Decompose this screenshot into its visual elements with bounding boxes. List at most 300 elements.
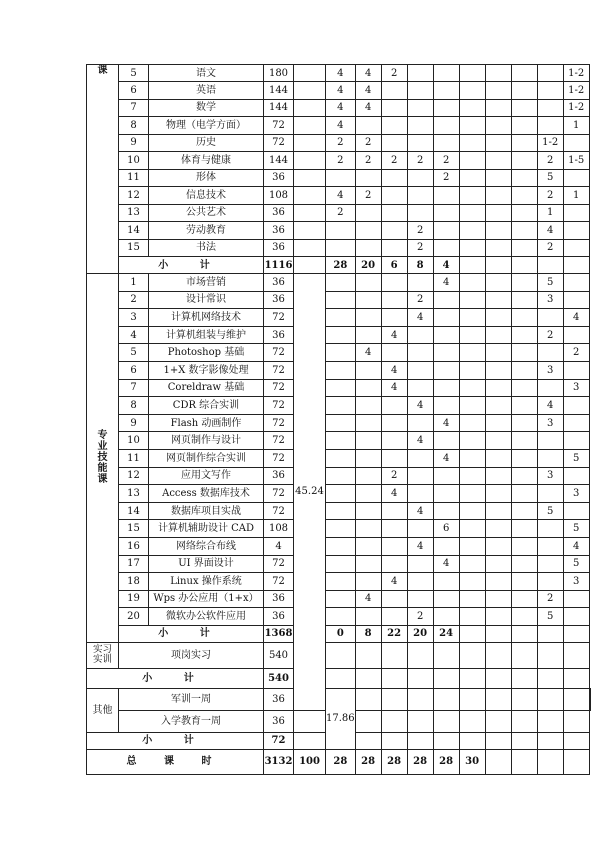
course-number: 8 — [119, 117, 149, 135]
schedule-cell: 4 — [433, 555, 459, 573]
course-name: Coreldraw 基础 — [149, 379, 264, 397]
schedule-cell — [326, 169, 356, 187]
course-number: 12 — [119, 187, 149, 205]
schedule-cell: 2 — [407, 291, 433, 309]
subtotal-value: 28 — [326, 257, 356, 274]
table-row — [87, 625, 591, 642]
course-number: 13 — [119, 204, 149, 222]
week-cell — [563, 608, 589, 626]
schedule-cell: 2 — [355, 187, 381, 205]
course-hours: 72 — [264, 397, 294, 415]
schedule-cell: 4 — [407, 309, 433, 327]
schedule-cell — [459, 222, 485, 240]
course-hours: 36 — [264, 688, 294, 710]
week-cell: 5 — [563, 520, 589, 538]
table-row — [87, 134, 591, 152]
schedule-cell — [381, 432, 407, 450]
course-number: 20 — [119, 608, 149, 626]
term-cell — [537, 379, 563, 397]
table-row — [87, 169, 591, 187]
schedule-cell — [511, 361, 537, 379]
course-number: 12 — [119, 467, 149, 485]
schedule-cell — [381, 537, 407, 555]
schedule-cell: 4 — [326, 117, 356, 135]
schedule-cell — [485, 274, 511, 292]
schedule-cell — [326, 573, 356, 591]
week-cell: 1-2 — [563, 65, 589, 82]
course-hours: 72 — [264, 573, 294, 591]
course-name: 1+X 数字影像处理 — [149, 361, 264, 379]
course-name: Flash 动画制作 — [149, 414, 264, 432]
week-cell: 3 — [563, 485, 589, 503]
subtotal-label: 小 计 — [119, 625, 264, 642]
schedule-cell — [407, 187, 433, 205]
schedule-cell — [355, 239, 381, 257]
schedule-cell — [485, 502, 511, 520]
week-cell: 5 — [563, 449, 589, 467]
schedule-cell — [459, 169, 485, 187]
schedule-cell — [407, 326, 433, 344]
schedule-cell — [381, 82, 407, 100]
schedule-cell — [485, 187, 511, 205]
course-number: 17 — [119, 555, 149, 573]
schedule-cell — [485, 361, 511, 379]
schedule-cell — [511, 169, 537, 187]
schedule-cell — [407, 344, 433, 362]
course-name: 物理（电学方面） — [149, 117, 264, 135]
table-row — [87, 187, 591, 205]
table-row — [87, 99, 591, 117]
subtotal-value: 8 — [407, 257, 433, 274]
schedule-cell — [485, 344, 511, 362]
schedule-cell — [381, 668, 407, 688]
subtotal-value: 8 — [355, 625, 381, 642]
week-cell: 3 — [563, 573, 589, 591]
schedule-cell — [485, 555, 511, 573]
schedule-cell — [511, 65, 537, 82]
schedule-cell: 4 — [381, 485, 407, 503]
schedule-cell — [433, 379, 459, 397]
schedule-cell — [407, 590, 433, 608]
week-cell — [563, 134, 589, 152]
schedule-cell: 4 — [355, 82, 381, 100]
table-row — [87, 449, 591, 467]
week-cell — [563, 257, 589, 274]
schedule-cell — [433, 432, 459, 450]
week-cell — [563, 274, 589, 292]
percent-cell — [294, 239, 326, 257]
schedule-cell — [511, 555, 537, 573]
course-hours: 36 — [264, 274, 294, 292]
schedule-cell — [407, 117, 433, 135]
schedule-cell — [433, 573, 459, 591]
schedule-cell: 4 — [355, 344, 381, 362]
schedule-cell — [407, 274, 433, 292]
course-number: 11 — [119, 449, 149, 467]
course-name: 劳动教育 — [149, 222, 264, 240]
course-name: 军训一周 — [119, 688, 264, 710]
schedule-cell — [355, 520, 381, 538]
percent-cell — [294, 117, 326, 135]
total-value: 28 — [355, 749, 381, 774]
schedule-cell — [381, 642, 407, 668]
course-hours: 540 — [264, 642, 294, 668]
course-number: 5 — [119, 65, 149, 82]
schedule-cell — [381, 414, 407, 432]
schedule-cell — [433, 187, 459, 205]
course-hours: 144 — [264, 99, 294, 117]
course-hours: 36 — [264, 169, 294, 187]
schedule-cell — [459, 555, 485, 573]
schedule-cell — [326, 379, 356, 397]
table-row — [87, 642, 591, 668]
table-row — [87, 239, 591, 257]
table-row — [87, 668, 591, 688]
schedule-cell — [511, 467, 537, 485]
course-name: 微软办公软件应用 — [149, 608, 264, 626]
term-cell — [537, 344, 563, 362]
schedule-cell — [355, 608, 381, 626]
table-row — [87, 414, 591, 432]
schedule-cell: 4 — [355, 590, 381, 608]
schedule-cell — [407, 379, 433, 397]
course-name: CDR 综合实训 — [149, 397, 264, 415]
schedule-cell — [326, 344, 356, 362]
schedule-cell — [407, 732, 433, 749]
schedule-cell — [511, 187, 537, 205]
week-cell — [589, 688, 590, 710]
schedule-cell — [355, 642, 381, 668]
percent-cell — [294, 134, 326, 152]
schedule-cell — [511, 732, 537, 749]
schedule-cell — [511, 204, 537, 222]
schedule-cell — [381, 608, 407, 626]
schedule-cell: 2 — [407, 608, 433, 626]
schedule-cell — [326, 449, 356, 467]
schedule-cell: 2 — [326, 152, 356, 170]
schedule-cell — [407, 361, 433, 379]
schedule-cell — [511, 668, 537, 688]
course-name: Wps 办公应用（1+x） — [149, 590, 264, 608]
schedule-cell — [485, 82, 511, 100]
schedule-cell: 4 — [355, 99, 381, 117]
course-number: 3 — [119, 309, 149, 327]
course-number: 1 — [119, 274, 149, 292]
term-cell: 4 — [537, 222, 563, 240]
schedule-cell — [511, 608, 537, 626]
schedule-cell — [433, 82, 459, 100]
term-cell: 5 — [537, 169, 563, 187]
course-hours: 72 — [264, 485, 294, 503]
schedule-cell — [433, 291, 459, 309]
schedule-cell — [511, 134, 537, 152]
table-row — [87, 608, 591, 626]
schedule-cell — [511, 117, 537, 135]
schedule-cell — [326, 555, 356, 573]
schedule-cell — [355, 309, 381, 327]
schedule-cell — [355, 688, 381, 710]
category-label: 专 业 技 能 课 — [87, 274, 119, 643]
schedule-cell — [407, 555, 433, 573]
total-value — [511, 749, 537, 774]
schedule-cell — [407, 688, 433, 710]
course-name: Access 数据库技术 — [149, 485, 264, 503]
schedule-cell — [433, 344, 459, 362]
schedule-cell — [511, 326, 537, 344]
schedule-cell — [326, 432, 356, 450]
schedule-cell — [326, 414, 356, 432]
week-cell — [563, 432, 589, 450]
schedule-cell — [459, 608, 485, 626]
table-row — [87, 222, 591, 240]
schedule-cell — [485, 710, 511, 732]
course-hours: 72 — [264, 344, 294, 362]
week-cell: 1-2 — [563, 99, 589, 117]
term-cell — [537, 520, 563, 538]
week-cell — [563, 326, 589, 344]
table-row — [87, 65, 591, 82]
schedule-cell — [485, 432, 511, 450]
percent-cell — [294, 204, 326, 222]
course-name: 应用文写作 — [149, 467, 264, 485]
table-row — [87, 688, 591, 710]
term-cell — [537, 668, 563, 688]
category-label: 实习 实训 — [87, 642, 119, 668]
total-percent: 100 — [294, 749, 326, 774]
schedule-cell — [433, 732, 459, 749]
term-cell: 1 — [537, 204, 563, 222]
course-hours: 4 — [264, 537, 294, 555]
schedule-cell: 4 — [433, 449, 459, 467]
schedule-cell: 4 — [381, 379, 407, 397]
percent-cell — [294, 99, 326, 117]
schedule-cell — [485, 668, 511, 688]
schedule-cell — [355, 432, 381, 450]
schedule-cell — [381, 169, 407, 187]
schedule-cell — [407, 520, 433, 538]
course-number: 2 — [119, 291, 149, 309]
course-number: 13 — [119, 485, 149, 503]
schedule-cell — [511, 222, 537, 240]
schedule-cell — [433, 204, 459, 222]
term-cell — [537, 732, 563, 749]
course-number: 7 — [119, 379, 149, 397]
subtotal-value: 4 — [433, 257, 459, 274]
course-number: 9 — [119, 414, 149, 432]
schedule-cell — [355, 732, 381, 749]
term-cell: 3 — [537, 291, 563, 309]
schedule-cell — [407, 485, 433, 503]
week-cell — [563, 668, 589, 688]
schedule-cell: 2 — [326, 134, 356, 152]
course-name: 数据库项目实战 — [149, 502, 264, 520]
week-cell: 4 — [563, 537, 589, 555]
course-hours: 72 — [264, 361, 294, 379]
percent-cell — [294, 257, 326, 274]
course-name: 网页制作综合实训 — [149, 449, 264, 467]
schedule-cell — [381, 502, 407, 520]
schedule-cell — [485, 688, 511, 710]
term-cell — [537, 65, 563, 82]
percent-cell — [294, 152, 326, 170]
schedule-cell — [511, 537, 537, 555]
schedule-cell — [407, 99, 433, 117]
term-cell: 2 — [537, 326, 563, 344]
table-row — [87, 309, 591, 327]
schedule-cell — [381, 344, 407, 362]
schedule-cell — [433, 309, 459, 327]
schedule-cell — [485, 291, 511, 309]
total-value — [485, 749, 511, 774]
schedule-cell — [381, 309, 407, 327]
schedule-cell: 2 — [381, 65, 407, 82]
course-schedule-table — [86, 64, 591, 775]
schedule-cell — [433, 99, 459, 117]
schedule-cell — [355, 326, 381, 344]
schedule-cell — [326, 642, 356, 668]
schedule-cell — [355, 668, 381, 688]
course-number: 15 — [119, 520, 149, 538]
schedule-cell — [355, 555, 381, 573]
table-row — [87, 152, 591, 170]
percent-cell — [294, 169, 326, 187]
course-hours: 36 — [264, 608, 294, 626]
schedule-cell — [381, 590, 407, 608]
schedule-cell — [537, 688, 563, 710]
table-row — [87, 326, 591, 344]
schedule-cell — [511, 82, 537, 100]
schedule-cell — [485, 152, 511, 170]
schedule-cell — [459, 537, 485, 555]
course-name: 设计常识 — [149, 291, 264, 309]
schedule-cell — [459, 397, 485, 415]
schedule-cell — [459, 99, 485, 117]
term-cell — [537, 537, 563, 555]
schedule-cell — [381, 688, 407, 710]
table-row — [87, 573, 591, 591]
week-cell — [563, 361, 589, 379]
term-cell — [537, 485, 563, 503]
course-name: 信息技术 — [149, 187, 264, 205]
course-hours: 36 — [264, 326, 294, 344]
subtotal-value — [485, 625, 511, 642]
schedule-cell: 6 — [433, 520, 459, 538]
subtotal-value: 6 — [381, 257, 407, 274]
schedule-cell — [381, 99, 407, 117]
term-cell — [537, 710, 563, 732]
schedule-cell — [485, 134, 511, 152]
schedule-cell — [433, 608, 459, 626]
course-number: 8 — [119, 397, 149, 415]
term-cell: 5 — [537, 274, 563, 292]
schedule-cell — [511, 397, 537, 415]
schedule-cell — [459, 668, 485, 688]
schedule-cell — [485, 326, 511, 344]
course-name: 英语 — [149, 82, 264, 100]
schedule-cell — [459, 467, 485, 485]
course-hours: 72 — [264, 117, 294, 135]
schedule-cell — [381, 239, 407, 257]
schedule-cell — [459, 117, 485, 135]
term-cell — [537, 625, 563, 642]
course-name: 计算机辅助设计 CAD — [149, 520, 264, 538]
schedule-cell — [511, 274, 537, 292]
schedule-cell — [381, 710, 407, 732]
schedule-cell — [355, 414, 381, 432]
schedule-cell: 2 — [326, 204, 356, 222]
course-number: 14 — [119, 222, 149, 240]
category-label: 课 — [87, 65, 119, 274]
week-cell: 1-5 — [563, 152, 589, 170]
schedule-cell — [459, 414, 485, 432]
schedule-cell — [381, 117, 407, 135]
schedule-cell — [407, 467, 433, 485]
term-cell: 1-2 — [537, 134, 563, 152]
schedule-cell: 4 — [407, 502, 433, 520]
course-number: 5 — [119, 344, 149, 362]
schedule-cell — [459, 309, 485, 327]
course-number: 11 — [119, 169, 149, 187]
course-number: 10 — [119, 432, 149, 450]
course-hours: 72 — [264, 555, 294, 573]
course-hours: 144 — [264, 82, 294, 100]
schedule-cell — [381, 397, 407, 415]
schedule-cell — [355, 449, 381, 467]
schedule-cell — [381, 449, 407, 467]
schedule-cell — [407, 169, 433, 187]
schedule-cell — [459, 688, 485, 710]
schedule-cell — [511, 291, 537, 309]
week-cell: 1 — [563, 187, 589, 205]
total-value: 28 — [407, 749, 433, 774]
schedule-cell — [485, 204, 511, 222]
table-row — [87, 204, 591, 222]
table-row — [87, 257, 591, 274]
course-hours: 72 — [264, 379, 294, 397]
schedule-cell — [326, 520, 356, 538]
subtotal-label: 小 计 — [87, 668, 264, 688]
week-cell — [563, 710, 589, 732]
term-cell — [563, 688, 589, 710]
table-row — [87, 485, 591, 503]
schedule-cell — [511, 344, 537, 362]
schedule-cell: 4 — [381, 326, 407, 344]
week-cell — [563, 239, 589, 257]
schedule-cell — [433, 688, 459, 710]
subtotal-label: 小 计 — [87, 732, 264, 749]
schedule-cell — [433, 117, 459, 135]
schedule-cell — [433, 485, 459, 503]
term-cell — [537, 82, 563, 100]
schedule-cell — [433, 361, 459, 379]
course-name: 市场营销 — [149, 274, 264, 292]
course-hours: 36 — [264, 710, 294, 732]
schedule-cell: 4 — [407, 432, 433, 450]
schedule-cell — [511, 414, 537, 432]
week-cell — [563, 732, 589, 749]
schedule-cell — [326, 467, 356, 485]
schedule-cell — [459, 590, 485, 608]
course-name: 历史 — [149, 134, 264, 152]
week-cell: 1 — [563, 117, 589, 135]
week-cell — [563, 414, 589, 432]
schedule-cell — [459, 152, 485, 170]
total-value: 30 — [459, 749, 485, 774]
schedule-cell — [459, 187, 485, 205]
course-hours: 36 — [264, 204, 294, 222]
schedule-cell — [485, 222, 511, 240]
schedule-cell — [381, 520, 407, 538]
